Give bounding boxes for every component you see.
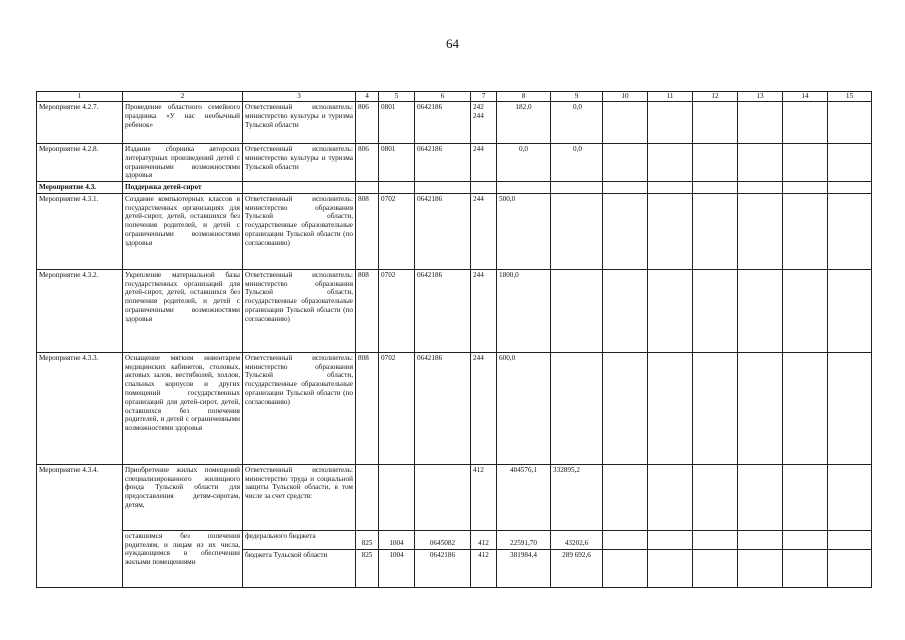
header-cell: 1 bbox=[37, 92, 123, 102]
row-title: Приобретение жилых помещений специализированного жилищного фонда Тульской области для предоставления детям-сиротам, детям, bbox=[123, 464, 243, 530]
row-title: Создание компьютерных классов в государственных организациях для детей-сирот, детей, оставшихся без попечения родителей, и детей с ограниченными возможностями здоровья bbox=[123, 193, 243, 269]
cell-col12 bbox=[693, 182, 738, 194]
cell-col11 bbox=[648, 549, 693, 587]
cell-col13 bbox=[738, 269, 783, 352]
cell-col13 bbox=[738, 144, 783, 182]
row-title: Издание сборника авторских литературных произведений детей с ограниченными возможностями здоровья bbox=[123, 144, 243, 182]
cell-col13 bbox=[738, 182, 783, 194]
cell-col4 bbox=[356, 182, 379, 194]
cell-col10 bbox=[603, 352, 648, 464]
header-cell: 11 bbox=[648, 92, 693, 102]
section-title: Поддержка детей-сирот bbox=[123, 182, 243, 194]
cell-col4 bbox=[356, 464, 379, 530]
cell-col6: 0645082 bbox=[415, 530, 471, 549]
cell-col6 bbox=[415, 464, 471, 530]
cell-col6 bbox=[415, 182, 471, 194]
table-row bbox=[37, 269, 872, 352]
section-row bbox=[37, 182, 872, 194]
cell-col12 bbox=[693, 102, 738, 144]
cell-col5: 0801 bbox=[379, 102, 415, 144]
cell-col12 bbox=[693, 193, 738, 269]
cell-col8: 1800,0 bbox=[497, 269, 551, 352]
cell-col12 bbox=[693, 352, 738, 464]
row-title: Оснащение мягким инвентарем медицинских кабинетов, столовых, актовых залов, вестибюлей, холлов, спальных корпусов и других помещений государственных организаций для детей-сирот, детей, оставшихся без попечения родителей, и детей с ограниченными возможностями здоровья bbox=[123, 352, 243, 464]
cell-col4: 825 bbox=[356, 530, 379, 549]
cell-col9: 289 692,6 bbox=[551, 549, 603, 587]
cell-col14 bbox=[783, 269, 828, 352]
cell-col6: 0642186 bbox=[415, 269, 471, 352]
cell-col7: 242 244 bbox=[471, 102, 497, 144]
cell-col8: 600,0 bbox=[497, 352, 551, 464]
cell-col12 bbox=[693, 549, 738, 587]
cell-col14 bbox=[783, 144, 828, 182]
header-cell: 7 bbox=[471, 92, 497, 102]
row-executor: Ответственный исполнитель: министерство образования Тульской области, государственные образовательные организации Тульской области (по согласованию) bbox=[243, 193, 356, 269]
cell-col5: 0702 bbox=[379, 352, 415, 464]
row-title: оставшимся без попечения родителям, и лицам из их числа, нуждающимся в обеспечении жилыми помещениями bbox=[123, 530, 243, 587]
cell-col10 bbox=[603, 144, 648, 182]
cell-col13 bbox=[738, 193, 783, 269]
cell-col11 bbox=[648, 464, 693, 530]
cell-col4: 808 bbox=[356, 193, 379, 269]
cell-col9: 43202,6 bbox=[551, 530, 603, 549]
cell-col7: 412 bbox=[471, 464, 497, 530]
program-table bbox=[36, 91, 872, 588]
row-title: Укрепление материальной базы государственных организаций для детей-сирот, детей, оставшихся без попечения родителей, и детей с ограниченными возможностями здоровья bbox=[123, 269, 243, 352]
cell-col14 bbox=[783, 352, 828, 464]
cell-col6: 0642186 bbox=[415, 549, 471, 587]
table-row bbox=[37, 352, 872, 464]
cell-col11 bbox=[648, 102, 693, 144]
header-cell: 8 bbox=[497, 92, 551, 102]
row-executor: Ответственный исполнитель: министерство образования Тульской области, государственные образовательные организации Тульской области (по согласованию) bbox=[243, 352, 356, 464]
header-cell: 2 bbox=[123, 92, 243, 102]
cell-col6: 0642186 bbox=[415, 102, 471, 144]
cell-col10 bbox=[603, 269, 648, 352]
header-cell: 14 bbox=[783, 92, 828, 102]
cell-col5: 0801 bbox=[379, 144, 415, 182]
cell-col14 bbox=[783, 530, 828, 549]
cell-col4: 806 bbox=[356, 144, 379, 182]
cell-col4: 808 bbox=[356, 352, 379, 464]
cell-col5: 0702 bbox=[379, 269, 415, 352]
cell-col10 bbox=[603, 464, 648, 530]
header-cell: 3 bbox=[243, 92, 356, 102]
cell-col15 bbox=[828, 464, 872, 530]
cell-col5 bbox=[379, 182, 415, 194]
cell-col9: 332895,2 bbox=[551, 464, 603, 530]
table-row bbox=[37, 193, 872, 269]
cell-col7: 244 bbox=[471, 352, 497, 464]
cell-col7: 412 bbox=[471, 530, 497, 549]
cell-col15 bbox=[828, 549, 872, 587]
cell-col6: 0642186 bbox=[415, 144, 471, 182]
cell-col6: 0642186 bbox=[415, 352, 471, 464]
cell-col6: 0642186 bbox=[415, 193, 471, 269]
cell-col14 bbox=[783, 182, 828, 194]
row-code: Мероприятие 4.2.8. bbox=[37, 144, 123, 182]
cell-col11 bbox=[648, 182, 693, 194]
cell-col5: 1004 bbox=[379, 530, 415, 549]
cell-col13 bbox=[738, 102, 783, 144]
cell-col9: 0,0 bbox=[551, 144, 603, 182]
cell-col13 bbox=[738, 464, 783, 530]
header-cell: 6 bbox=[415, 92, 471, 102]
cell-col15 bbox=[828, 182, 872, 194]
cell-col7 bbox=[471, 182, 497, 194]
cell-col9 bbox=[551, 182, 603, 194]
cell-col8: 381984,4 bbox=[497, 549, 551, 587]
row-title: Проведение областного семейного праздника «У нас необычный ребенок» bbox=[123, 102, 243, 144]
page-number: 64 bbox=[446, 36, 459, 51]
cell-col11 bbox=[648, 352, 693, 464]
row-code: Мероприятие 4.3.1. bbox=[37, 193, 123, 269]
cell-col8: 500,0 bbox=[497, 193, 551, 269]
cell-col8: 182,0 bbox=[497, 102, 551, 144]
cell-col14 bbox=[783, 464, 828, 530]
cell-col7: 244 bbox=[471, 269, 497, 352]
cell-col10 bbox=[603, 549, 648, 587]
cell-col7: 244 bbox=[471, 144, 497, 182]
funding-source-federal: федерального бюджета bbox=[243, 530, 356, 549]
cell-col10 bbox=[603, 102, 648, 144]
cell-col15 bbox=[828, 102, 872, 144]
table-row bbox=[37, 102, 872, 144]
row-executor: Ответственный исполнитель: министерство образования Тульской области, государственные образовательные организации Тульской области (по согласованию) bbox=[243, 269, 356, 352]
cell-col8: 404576,1 bbox=[497, 464, 551, 530]
cell-col10 bbox=[603, 193, 648, 269]
cell-col3 bbox=[243, 182, 356, 194]
header-cell: 15 bbox=[828, 92, 872, 102]
cell-col11 bbox=[648, 269, 693, 352]
cell-col7: 412 bbox=[471, 549, 497, 587]
cell-col12 bbox=[693, 530, 738, 549]
cell-col15 bbox=[828, 352, 872, 464]
cell-col9 bbox=[551, 269, 603, 352]
cell-col15 bbox=[828, 530, 872, 549]
row-executor: Ответственный исполнитель: министерство культуры и туризма Тульской области bbox=[243, 102, 356, 144]
cell-col11 bbox=[648, 530, 693, 549]
cell-col4: 808 bbox=[356, 269, 379, 352]
cell-col11 bbox=[648, 144, 693, 182]
cell-col9 bbox=[551, 193, 603, 269]
cell-col8: 22591,70 bbox=[497, 530, 551, 549]
cell-col12 bbox=[693, 464, 738, 530]
cell-col15 bbox=[828, 144, 872, 182]
table-row bbox=[37, 144, 872, 182]
row-code: Мероприятие 4.3.3. bbox=[37, 352, 123, 464]
row-executor: Ответственный исполнитель: министерство труда и социальной защиты Тульской области, в том числе за счет средств: bbox=[243, 464, 356, 530]
header-cell: 10 bbox=[603, 92, 648, 102]
row-executor: Ответственный исполнитель: министерство культуры и туризма Тульской области bbox=[243, 144, 356, 182]
cell-col7: 244 bbox=[471, 193, 497, 269]
cell-col11 bbox=[648, 193, 693, 269]
header-row bbox=[37, 92, 872, 102]
cell-col12 bbox=[693, 144, 738, 182]
cell-col8 bbox=[497, 182, 551, 194]
cell-col13 bbox=[738, 549, 783, 587]
cell-col5: 0702 bbox=[379, 193, 415, 269]
cell-col10 bbox=[603, 530, 648, 549]
cell-col4: 825 bbox=[356, 549, 379, 587]
header-cell: 12 bbox=[693, 92, 738, 102]
cell-col8: 0,0 bbox=[497, 144, 551, 182]
cell-col9: 0,0 bbox=[551, 102, 603, 144]
header-cell: 13 bbox=[738, 92, 783, 102]
cell-col14 bbox=[783, 549, 828, 587]
cell-col10 bbox=[603, 182, 648, 194]
cell-col5 bbox=[379, 464, 415, 530]
cell-col13 bbox=[738, 352, 783, 464]
table-row bbox=[37, 464, 872, 530]
row-code: Мероприятие 4.2.7. bbox=[37, 102, 123, 144]
cell-col5: 1004 bbox=[379, 549, 415, 587]
header-cell: 5 bbox=[379, 92, 415, 102]
funding-source-regional: бюджета Тульской области bbox=[243, 549, 356, 587]
cell-col12 bbox=[693, 269, 738, 352]
cell-col13 bbox=[738, 530, 783, 549]
cell-col4: 806 bbox=[356, 102, 379, 144]
table-row bbox=[37, 530, 872, 549]
section-code: Мероприятие 4.3. bbox=[37, 182, 123, 194]
cell-col14 bbox=[783, 102, 828, 144]
cell-col9 bbox=[551, 352, 603, 464]
row-code: Мероприятие 4.3.2. bbox=[37, 269, 123, 352]
header-cell: 4 bbox=[356, 92, 379, 102]
cell-col14 bbox=[783, 193, 828, 269]
cell-col15 bbox=[828, 193, 872, 269]
header-cell: 9 bbox=[551, 92, 603, 102]
cell-col15 bbox=[828, 269, 872, 352]
row-code: Мероприятие 4.3.4. bbox=[37, 464, 123, 587]
